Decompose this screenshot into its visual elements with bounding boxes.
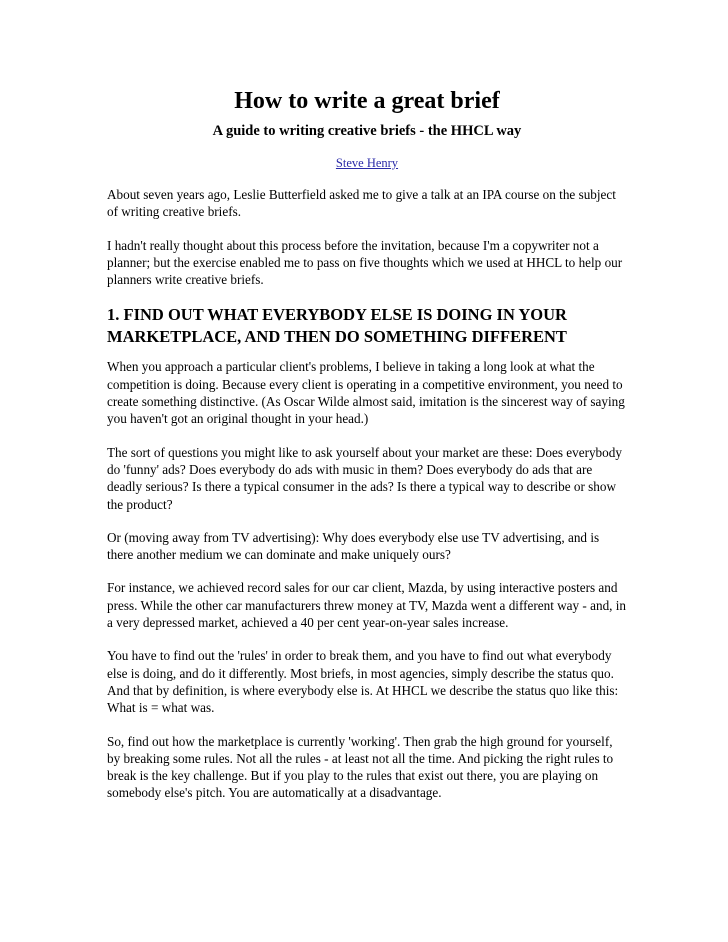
- document-title: How to write a great brief: [234, 88, 500, 114]
- section-1-paragraph-2: The sort of questions you might like to ask yourself about your market are these: Does everybody do 'funny' ads? Does everybody do ads with music in them? Does everybody do ads that are deadly serious? Is there a typical consumer in the ads? Is there a typical way to describe or show the product?: [107, 444, 622, 512]
- section-1-paragraph-1: When you approach a particular client's problems, I believe in taking a long look at what the competition is doing. Because every client is operating in a competitive environment, you need to create something distinctive. (As Oscar Wilde almost said, imitation is the sincerest way of saying you haven't got an original thought in your head.): [107, 359, 625, 427]
- intro-paragraph-1: About seven years ago, Leslie Butterfield asked me to give a talk at an IPA course on the subject of writing creative briefs.: [107, 187, 616, 220]
- section-1-paragraph-3: Or (moving away from TV advertising): Why does everybody else use TV advertising, and is there another medium we can dominate and make uniquely ours?: [107, 529, 600, 563]
- section-1-paragraph-4: For instance, we achieved record sales for our car client, Mazda, by using interactive posters and press. While the other car manufacturers threw money at TV, Mazda went a different way - and, in a very depressed market, achieved a 40 per cent year-on-year sales increase.: [107, 580, 627, 631]
- intro-paragraph-2: I hadn't really thought about this process before the invitation, because I'm a copywriter not a planner; but the exercise enabled me to pass on five thoughts which we used at HHCL to help our planners write creative briefs.: [107, 237, 623, 288]
- author-link[interactable]: Steve Henry: [335, 156, 399, 170]
- section-1-paragraph-6: So, find out how the marketplace is currently 'working'. Then grab the high ground for yourself, by breaking some rules. Not all the rules - at least not all the time. And picking the right rules to break is the key challenge. But if you play to the rules that exist out there, you are playing on somebody else's pitch. You are automatically at a disadvantage.: [107, 733, 614, 801]
- section-1-heading: 1. FIND OUT WHAT EVERYBODY ELSE IS DOING IN YOUR MARKETPLACE, AND THEN DO SOMETHING DIFFERENT: [107, 305, 567, 347]
- section-1-paragraph-5: You have to find out the 'rules' in order to break them, and you have to find out what everybody else is doing, and do it differently. Most briefs, in most agencies, simply describe the status quo. And that by definition, is where everybody else is. At HHCL we describe the status quo like this: What is = what was.: [107, 648, 619, 716]
- author-line: [107, 154, 627, 172]
- document-subtitle: A guide to writing creative briefs - the HHCL way: [212, 123, 522, 139]
- document-page: [107, 84, 627, 802]
